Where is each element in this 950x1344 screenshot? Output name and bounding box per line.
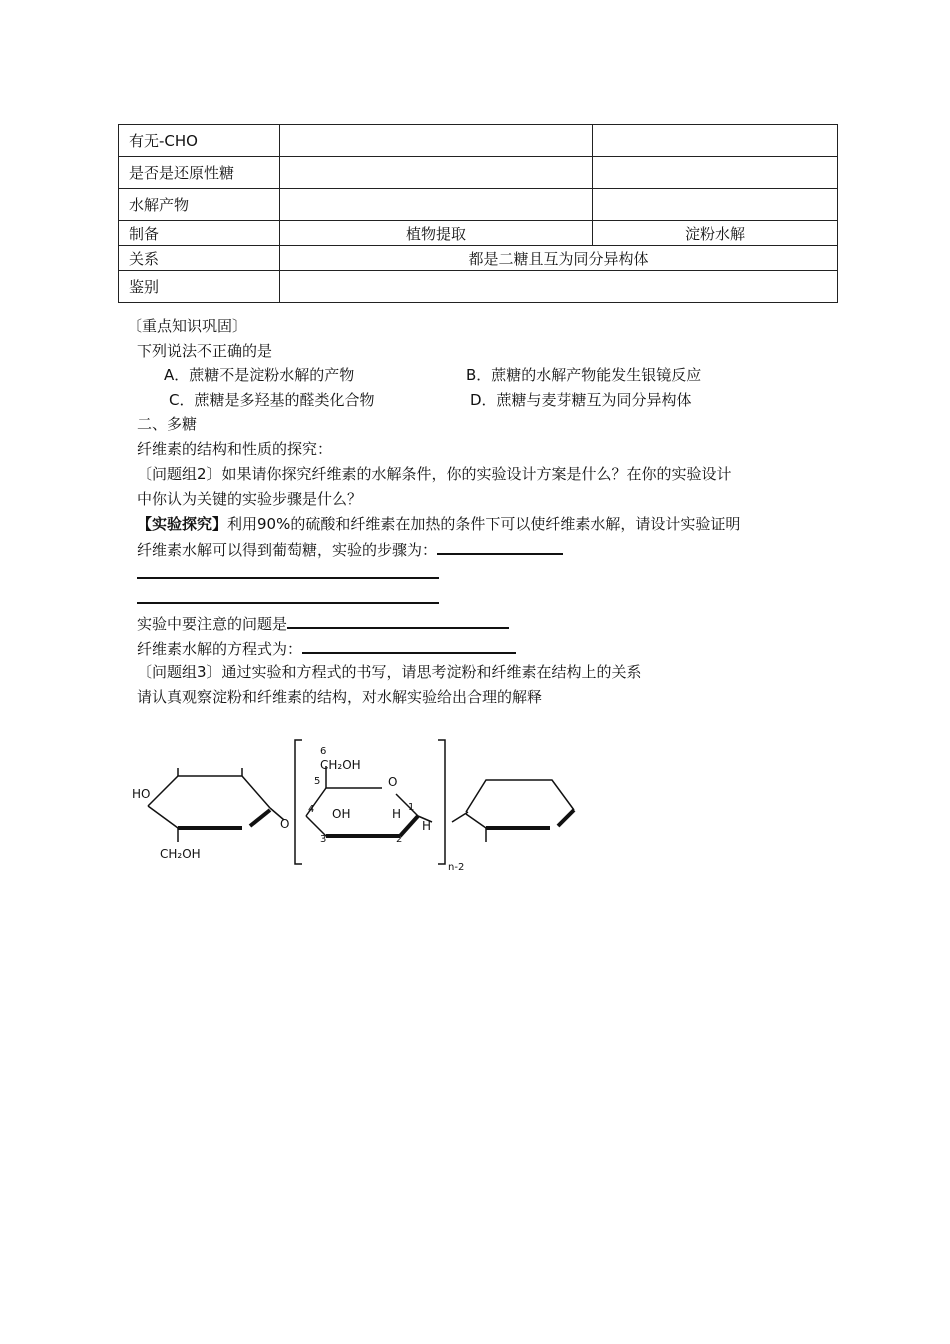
carbon-2-label: 2 — [396, 834, 403, 845]
question-group-2-line2: 中你认为关键的实验步骤是什么？ — [137, 490, 363, 508]
hydroxyl-label: OH — [332, 807, 351, 821]
preparation-cell: 植物提取 — [280, 221, 593, 246]
carbon-3-label: 3 — [320, 834, 327, 845]
row-label: 关系 — [119, 246, 280, 271]
row-label: 是否是还原性糖 — [119, 157, 280, 189]
row-label: 有无-CHO — [119, 125, 280, 157]
carbon-4-label: 4 — [308, 804, 315, 815]
row-label: 鉴别 — [119, 271, 280, 303]
experiment-line1 — [137, 514, 740, 534]
table-row — [119, 221, 838, 246]
experiment-label: 【实验探究】 — [137, 515, 228, 533]
question-group-3: 〔问题组3〕通过实验和方程式的书写，请思考淀粉和纤维素在结构上的关系 — [137, 663, 642, 681]
attention-prompt: 实验中要注意的问题是 — [137, 615, 288, 633]
answer-cell[interactable] — [280, 157, 593, 189]
hydroxyl-label: HO — [132, 787, 151, 801]
hydrogen-label: H — [422, 819, 432, 833]
option-b: B．蔗糖的水解产物能发生银镜反应 — [466, 366, 702, 384]
option-d: D．蔗糖与麦芽糖互为同分异构体 — [470, 391, 692, 409]
cellulose-structure-diagram — [130, 736, 610, 876]
relation-cell: 都是二糖且互为同分异构体 — [280, 246, 838, 271]
attention-line — [137, 613, 509, 634]
question-stem: 下列说法不正确的是 — [137, 342, 273, 360]
carbon-6-label: 6 — [320, 746, 327, 757]
ch2oh-label: CH₂OH — [320, 758, 361, 772]
repeat-subscript: n-2 — [448, 862, 465, 873]
answer-cell[interactable] — [593, 157, 838, 189]
answer-cell[interactable] — [593, 189, 838, 221]
carbon-5-label: 5 — [314, 776, 321, 787]
row-label: 水解产物 — [119, 189, 280, 221]
equation-blank[interactable] — [302, 638, 516, 654]
equation-prompt: 纤维素水解的方程式为： — [137, 640, 303, 658]
ring-oxygen-label: O — [388, 775, 398, 789]
row-label: 制备 — [119, 221, 280, 246]
carbon-1-label: 1 — [408, 802, 415, 813]
question-group-2-line1: 〔问题组2〕如果请你探究纤维素的水解条件，你的实验设计方案是什么？在你的实验设计 — [137, 465, 732, 483]
disaccharide-comparison-table — [118, 124, 838, 303]
answer-cell[interactable] — [280, 125, 593, 157]
option-c: C．蔗糖是多羟基的醛类化合物 — [169, 391, 375, 409]
experiment-text: 利用90%的硫酸和纤维素在加热的条件下可以使纤维素水解，请设计实验证明 — [227, 515, 741, 533]
hydrogen-label: H — [392, 807, 402, 821]
cellulose-title: 纤维素的结构和性质的探究： — [137, 440, 333, 458]
answer-cell[interactable] — [593, 125, 838, 157]
table-row — [119, 157, 838, 189]
observe-instruction: 请认真观察淀粉和纤维素的结构，对水解实验给出合理的解释 — [137, 688, 543, 706]
answer-line[interactable] — [137, 602, 439, 604]
review-heading: 〔重点知识巩固〕 — [127, 317, 248, 335]
table-row — [119, 246, 838, 271]
preparation-cell: 淀粉水解 — [593, 221, 838, 246]
attention-blank[interactable] — [287, 613, 509, 629]
ch2oh-label: CH₂OH — [160, 847, 201, 861]
glycosidic-oxygen-label: O — [280, 817, 290, 831]
equation-line — [137, 638, 516, 659]
answer-cell[interactable] — [280, 189, 593, 221]
option-a: A．蔗糖不是淀粉水解的产物 — [164, 366, 355, 384]
table-row — [119, 271, 838, 303]
section-heading: 二、多糖 — [137, 415, 198, 433]
answer-line[interactable] — [137, 577, 439, 579]
table-row — [119, 189, 838, 221]
steps-prompt: 纤维素水解可以得到葡萄糖，实验的步骤为： — [137, 541, 438, 559]
table-row — [119, 125, 838, 157]
steps-blank[interactable] — [437, 539, 563, 555]
experiment-line2 — [137, 539, 563, 560]
answer-cell[interactable] — [280, 271, 838, 303]
